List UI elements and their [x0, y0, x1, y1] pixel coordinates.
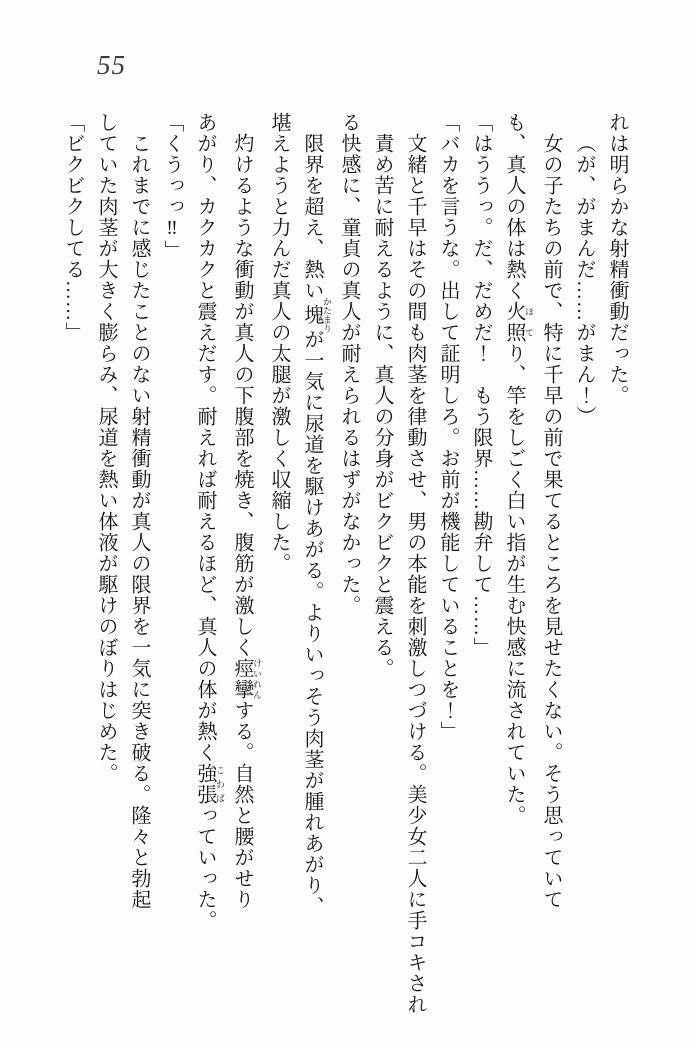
text-line: していた肉茎が大きく膨らみ、尿道を熱い体液が駆けのぼりはじめた。: [95, 112, 117, 784]
text-line: （が、がまんだ……がまん！）: [573, 133, 595, 427]
text-line: 文緒と千早はその間も肉茎を律動させ、男の本能を刺激しつづける。美少女二人に手コキされ: [404, 133, 426, 1015]
text-line: 責め苦に耐えるように、真人の分身がビクビクと震える。: [371, 133, 393, 679]
text-line: も、真人の体は熱く火照 ほてり、竿をしごく白い指が生む快感に流されていた。: [503, 112, 534, 826]
furigana-annotation: 痙攣 けいれん: [231, 658, 262, 700]
text-line: 灼けるような衝動が真人の下腹部を焼き、腹筋が激しく痙攣 けいれんする。自然と腰がせり: [231, 133, 262, 910]
text-line: 女の子たちの前で、特に千早の前で果てるところを見せたくない。そう思っていて: [540, 133, 562, 910]
text-line: る快感に、童貞の真人が耐えられるはずがなかった。: [338, 112, 360, 616]
text-line: 堪えようと力んだ真人の太腿が激しく収縮した。: [268, 112, 290, 574]
page-text: [56, 112, 633, 1024]
text-line: これまでに感じたことのない射精衝動が真人の限界を一気に突き破る。隆々と勃起: [128, 133, 150, 910]
text-line: 「ビクビクしてる……」: [62, 112, 84, 343]
text-line: 「くうっっ‼」: [161, 112, 183, 261]
text-line: 「バカを言うな。出して証明しろ。お前が機能していることを！」: [437, 112, 459, 742]
furigana-annotation: 塊 かたまり: [301, 297, 332, 333]
page-number: 55: [97, 50, 126, 80]
furigana-annotation: 強張 こわば: [194, 763, 225, 805]
text-line: れは明らかな射精衝動だった。: [606, 112, 628, 406]
text-line: あがり、カクカクと震えだす。耐えれば耐えるほど、真人の体が熱く強張 こわばっていった。: [194, 112, 225, 931]
text-line: 限界を超え、熱い塊 かたまりが一気に尿道を駆けあがる。よりいっそう肉茎が腫れあがり、: [301, 133, 332, 917]
text-line: 「はううっ。だ、だめだ！ もう限界……勘弁して……」: [470, 112, 492, 658]
furigana-annotation: 火照 ほて: [503, 301, 534, 343]
